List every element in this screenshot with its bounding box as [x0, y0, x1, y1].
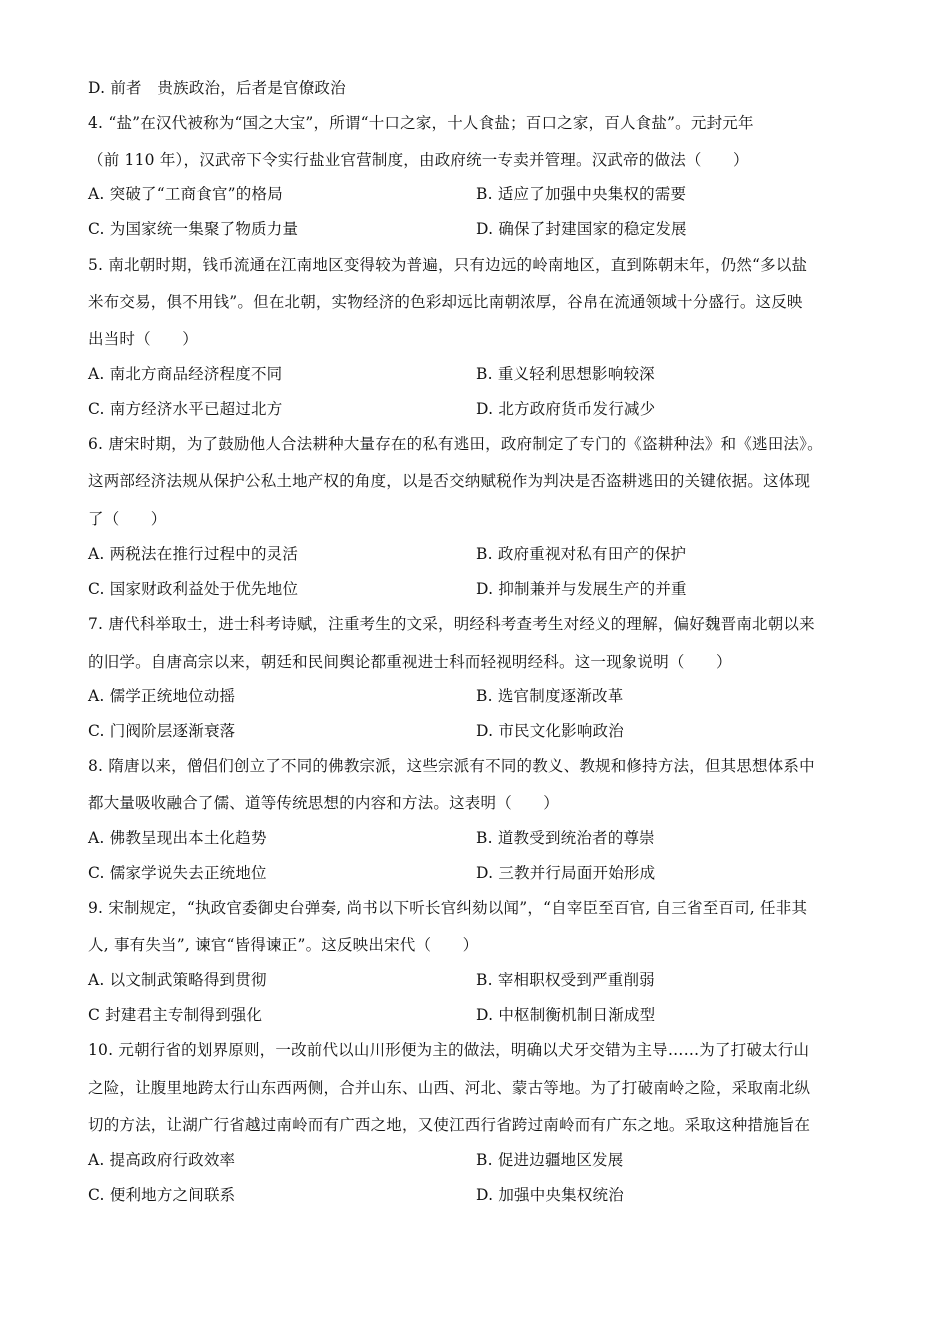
q5-option-a: A. 南北方商品经济程度不同 [88, 365, 283, 383]
q8-option-c: C. 儒家学说失去正统地位 [88, 864, 267, 882]
q10-option-a: A. 提高政府行政效率 [88, 1151, 236, 1169]
q9-option-a: A. 以文制武策略得到贯彻 [88, 971, 267, 989]
q10-option-d: D. 加强中央集权统治 [476, 1186, 624, 1204]
q10-stem-line-3: 切的方法，让湖广行省越过南岭而有广西之地，又使江西行省跨过南岭而有广东之地。采取这种措施旨在 [88, 1116, 811, 1134]
q6-stem-line-3: 了（ ） [88, 510, 167, 528]
q6-option-b: B. 政府重视对私有田产的保护 [476, 545, 687, 563]
q7-option-d: D. 市民文化影响政治 [476, 722, 624, 740]
q4-option-b: B. 适应了加强中央集权的需要 [476, 185, 687, 203]
q7-option-b: B. 选官制度逐渐改革 [476, 687, 624, 705]
q5-option-c: C. 南方经济水平已超过北方 [88, 400, 283, 418]
q5-option-b: B. 重义轻利思想影响较深 [476, 365, 655, 383]
q10-stem-line-2: 之险，让腹里地跨太行山东西两侧，合并山东、山西、河北、蒙古等地。为了打破南岭之险，采取南北纵 [88, 1079, 811, 1097]
q6-option-d: D. 抑制兼并与发展生产的并重 [476, 580, 687, 598]
q6-stem-line-2: 这两部经济法规从保护公私土地产权的角度，以是否交纳赋税作为判决是否盗耕逃田的关键依据。这体现 [88, 472, 811, 490]
q10-option-b: B. 促进边疆地区发展 [476, 1151, 624, 1169]
q10-option-c: C. 便利地方之间联系 [88, 1186, 236, 1204]
q9-stem-line-2: 人, 事有失当”, 谏官“皆得谏正”。这反映出宋代（ ） [88, 936, 479, 954]
q3-option-d: D. 前者 贵族政治，后者是官僚政治 [88, 79, 346, 97]
q8-option-b: B. 道教受到统治者的尊崇 [476, 829, 655, 847]
q9-option-d: D. 中枢制衡机制日渐成型 [476, 1006, 656, 1024]
q9-stem-line-1: 9. 宋制规定，“执政官委御史台弹奏, 尚书以下听长官纠劾以闻”，“自宰臣至百官, 自三省至百司, 任非其 [88, 899, 808, 917]
q4-option-d: D. 确保了封建国家的稳定发展 [476, 220, 687, 238]
q6-stem-line-1: 6. 唐宋时期，为了鼓励他人合法耕种大量存在的私有逃田，政府制定了专门的《盗耕种法》和《逃田法》。 [88, 435, 823, 453]
q4-stem-line-1: 4. “盐”在汉代被称为“国之大宝”，所谓“十口之家，十人食盐；百口之家，百人食盐”。元封元年 [88, 114, 754, 132]
q5-stem-line-2: 米布交易，俱不用钱”。但在北朝，实物经济的色彩却远比南朝浓厚，谷帛在流通领域十分盛行。这反映 [88, 293, 803, 311]
q6-option-a: A. 两税法在推行过程中的灵活 [88, 545, 299, 563]
q7-option-c: C. 门阀阶层逐渐衰落 [88, 722, 236, 740]
q8-option-d: D. 三教并行局面开始形成 [476, 864, 656, 882]
q9-option-c: C 封建君主专制得到强化 [88, 1006, 263, 1024]
q10-stem-line-1: 10. 元朝行省的划界原则，一改前代以山川形便为主的做法，明确以犬牙交错为主导……为了打破太行山 [88, 1041, 810, 1059]
q7-stem-line-2: 的旧学。自唐高宗以来，朝廷和民间舆论都重视进士科而轻视明经科。这一现象说明（ ） [88, 653, 732, 671]
q8-stem-line-2: 都大量吸收融合了儒、道等传统思想的内容和方法。这表明（ ） [88, 794, 560, 812]
q5-option-d: D. 北方政府货币发行减少 [476, 400, 656, 418]
q6-option-c: C. 国家财政利益处于优先地位 [88, 580, 299, 598]
q5-stem-line-3: 出当时（ ） [88, 330, 198, 348]
q7-option-a: A. 儒学正统地位动摇 [88, 687, 236, 705]
q4-option-a: A. 突破了“工商食官”的格局 [88, 185, 283, 203]
q4-option-c: C. 为国家统一集聚了物质力量 [88, 220, 299, 238]
q4-stem-line-2: （前 110 年），汉武帝下令实行盐业官营制度，由政府统一专卖并管理。汉武帝的做法（ ） [88, 151, 749, 169]
q9-option-b: B. 宰相职权受到严重削弱 [476, 971, 655, 989]
q5-stem-line-1: 5. 南北朝时期，钱币流通在江南地区变得较为普遍，只有边远的岭南地区，直到陈朝末年，仍然“多以盐 [88, 256, 808, 274]
q7-stem-line-1: 7. 唐代科举取士，进士科考诗赋，注重考生的文采，明经科考查考生对经义的理解，偏好魏晋南北朝以来 [88, 615, 815, 633]
q8-stem-line-1: 8. 隋唐以来，僧侣们创立了不同的佛教宗派，这些宗派有不同的教义、教规和修持方法，但其思想体系中 [88, 757, 815, 775]
q8-option-a: A. 佛教呈现出本土化趋势 [88, 829, 267, 847]
